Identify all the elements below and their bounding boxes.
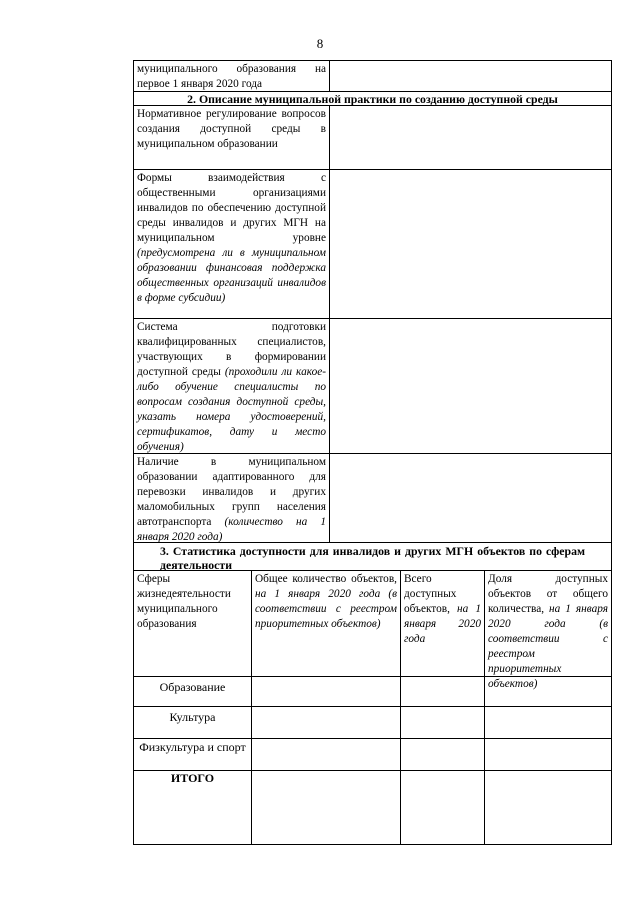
training-system-cell [134, 319, 330, 453]
municipal-label: муниципального образования на первое 1 января 2020 года [134, 61, 330, 91]
table-row-total [134, 770, 611, 844]
section-3-row [134, 542, 611, 570]
cell-empty [252, 739, 401, 770]
interaction-forms-label: Формы взаимодействия с общественными организациями инвалидов по обеспечению доступной среды инвалидов и других МГН на муниципальном уровне [137, 172, 326, 244]
section-3-title: 3. Статистика доступности для инвалидов и других МГН объектов по сферам деятельности [160, 544, 585, 572]
training-system-label: Система подготовки квалифицированных специалистов, участвующих в формировании доступной среды [137, 321, 326, 378]
header-sphere: Сферы жизнедеятельности муниципального образования [134, 571, 252, 676]
table-row-interaction [134, 169, 611, 318]
table-row-municipal [134, 60, 611, 91]
row-label-education: Образование [134, 677, 252, 706]
table-row [134, 738, 611, 770]
header-accessible-note: на 1 января 2020 года [404, 603, 481, 645]
transport-label: Наличие в муниципальном образовании адаптированного для перевозки инвалидов и других маломобильных групп населения автотранспорта [137, 456, 326, 528]
document-table [133, 60, 612, 845]
header-accessible-label: Всего доступных объектов, [404, 573, 457, 615]
cell-empty [401, 739, 485, 770]
row-label-culture: Культура [134, 707, 252, 738]
cell-empty [485, 677, 611, 706]
table-row-transport [134, 453, 611, 542]
cell-empty [401, 677, 485, 706]
interaction-forms-note: (предусмотрена ли в муниципальном образовании финансовая поддержка общественных организаций инвалидов в форме субсидии) [137, 247, 326, 304]
cell-empty [252, 771, 401, 844]
row-label-sport: Физкультура и спорт [134, 739, 252, 770]
section-2-title: 2. Описание муниципальной практики по созданию доступной среды [187, 92, 558, 106]
page-number: 8 [316, 36, 324, 51]
transport-cell [134, 454, 330, 542]
cell-empty [485, 707, 611, 738]
transport-note: (количество на 1 января 2020 года) [137, 516, 326, 543]
table-row [134, 676, 611, 706]
header-total-label: Общее количество объектов, [255, 573, 397, 585]
table-row [134, 706, 611, 738]
cell-empty [401, 771, 485, 844]
table-row-training [134, 318, 611, 453]
header-accessible [401, 571, 485, 676]
cell-empty [485, 739, 611, 770]
table-row-normative [134, 105, 611, 169]
header-total-note: на 1 января 2020 года (в соответствии с реестром приоритетных объектов) [255, 588, 397, 630]
cell-empty [252, 677, 401, 706]
training-system-note: (проходили ли какое-либо обучение специалисты по вопросам создания доступной среды, указать номера удостоверений, сертификатов, дату и место обучения) [137, 366, 326, 453]
cell-empty [485, 771, 611, 844]
normative-regulation-label: Нормативное регулирование вопросов создания доступной среды в муниципальном образовании [134, 106, 330, 169]
section-2-row [134, 91, 611, 105]
cell-empty [252, 707, 401, 738]
header-share-label: Доля доступных объектов от общего количества, [488, 573, 608, 615]
header-share-note: на 1 января 2020 года (в соответствии с реестром приоритетных объектов) [488, 603, 609, 690]
interaction-forms-cell [134, 170, 330, 318]
header-total [252, 571, 401, 676]
row-label-total: ИТОГО [134, 771, 252, 844]
header-share [485, 571, 611, 690]
cell-empty [401, 707, 485, 738]
